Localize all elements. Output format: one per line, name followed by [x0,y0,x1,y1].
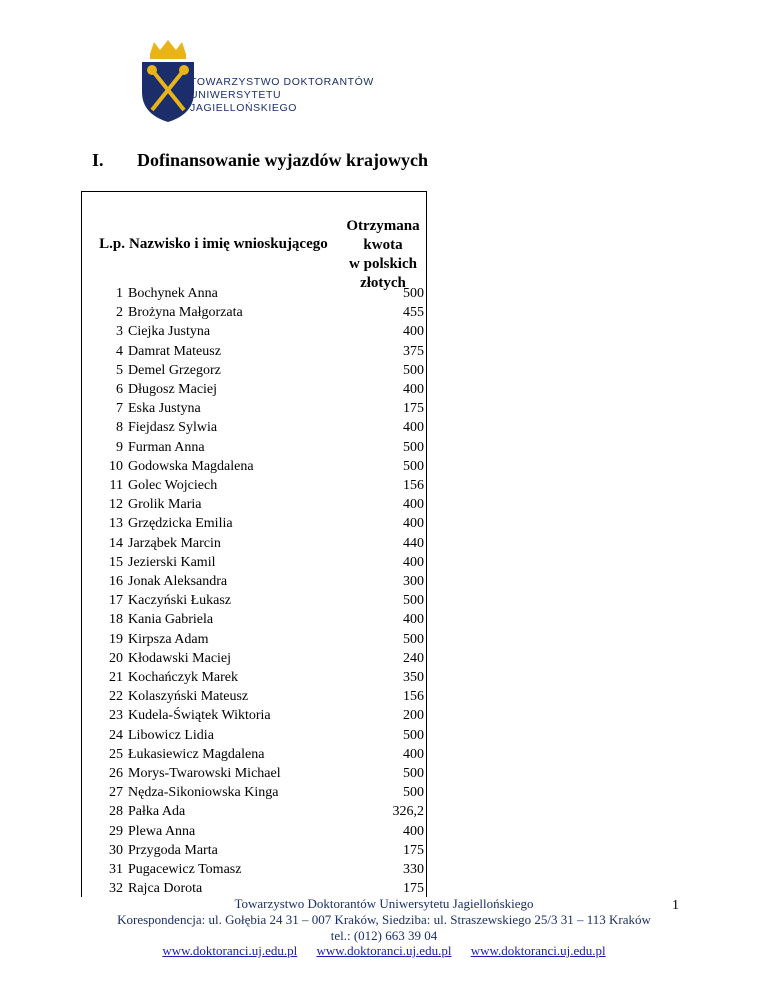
row-lp: 9 [116,439,123,455]
row-amount: 400 [403,612,424,628]
row-lp: 16 [109,574,123,589]
section-title: Dofinansowanie wyjazdów krajowych [137,150,429,170]
row-lp: 5 [116,362,123,378]
row-name: Jezierski Kamil [128,554,216,570]
row-lp: 31 [109,862,123,877]
row-amount: 500 [403,286,424,301]
row-name: Damrat Mateusz [128,343,221,359]
row-lp: 4 [116,343,123,359]
crest-icon [138,40,198,124]
row-lp: 6 [116,382,123,397]
table-row [81,706,427,725]
row-amount: 400 [403,746,424,762]
row-amount: 175 [403,881,424,897]
row-lp: 25 [109,746,123,762]
header-amount-line-1: Otrzymana [346,218,420,234]
table-row [81,322,427,341]
row-amount: 350 [403,670,424,685]
row-lp: 17 [109,593,123,609]
row-lp: 8 [116,420,123,436]
logo-line-2: UNIWERSYTETU JAGIELLOŃSKIEGO [190,89,298,114]
row-name: Morys-Twarowski Michael [128,766,281,781]
table-row [81,534,427,553]
row-name: Kochańczyk Marek [128,670,239,685]
row-name: Kłodawski Maciej [128,650,232,666]
table-row [81,438,427,457]
row-name: Demel Grzegorz [128,362,221,378]
table-row [81,860,427,879]
footer-link-2[interactable]: www.doktoranci.uj.edu.pl [316,943,452,958]
header-lp: L.p. [99,236,125,252]
row-name: Bochynek Anna [128,286,218,301]
table-row [81,572,427,591]
row-name: Jonak Aleksandra [128,574,228,589]
table-row [81,495,427,514]
footer-link-1[interactable]: www.doktoranci.uj.edu.pl [162,943,298,958]
row-name: Kudela-Świątek Wiktoria [128,708,271,724]
footer-links [0,943,768,959]
row-amount: 175 [403,842,424,858]
table-row [81,745,427,764]
row-lp: 3 [116,324,123,340]
row-amount: 500 [403,766,424,781]
table-row [81,303,427,322]
row-name: Nędza-Sikoniowska Kinga [128,785,279,801]
row-name: Kaczyński Łukasz [128,593,232,609]
table-row [81,841,427,860]
footer-org-name: Towarzystwo Doktorantów Uniwersytetu Jagiellońskiego [234,896,534,911]
row-lp: 27 [109,785,123,801]
table-row [81,668,427,687]
row-lp: 11 [109,478,123,493]
row-name: Kirpsza Adam [128,631,209,647]
footer-phone: tel.: (012) 663 39 04 [330,928,438,943]
row-lp: 18 [109,612,123,628]
row-name: Łukasiewicz Magdalena [128,746,265,762]
table-row [81,514,427,533]
table-row [81,418,427,437]
row-name: Jarząbek Marcin [128,535,221,551]
row-name: Libowicz Lidia [128,727,214,743]
footer-link-3[interactable]: www.doktoranci.uj.edu.pl [470,943,606,958]
row-name: Rajca Dorota [128,881,203,897]
table-row [81,802,427,821]
row-lp: 2 [116,305,123,321]
row-lp: 13 [109,516,123,532]
table-row [81,764,427,783]
table-row [81,649,427,668]
table-row [81,726,427,745]
table-row [81,553,427,572]
row-amount: 400 [403,554,424,570]
row-amount: 455 [403,305,424,321]
table-row [81,399,427,418]
row-amount: 375 [403,343,424,359]
row-lp: 10 [109,458,123,474]
row-name: Ciejka Justyna [128,324,211,340]
row-lp: 20 [109,650,123,666]
table-row [81,610,427,629]
row-lp: 29 [109,823,123,839]
table-row [81,284,427,303]
row-lp: 24 [109,727,123,743]
tduj-logo [138,40,388,124]
row-amount: 400 [403,497,424,513]
row-amount: 156 [403,689,424,705]
row-name: Grolik Maria [128,497,202,513]
row-amount: 400 [403,382,424,397]
row-amount: 400 [403,516,424,532]
row-amount: 156 [403,478,424,493]
table-row [81,591,427,610]
row-amount: 400 [403,324,424,340]
table-row [81,457,427,476]
row-lp: 19 [109,631,123,647]
funding-table [81,191,427,897]
row-amount: 500 [403,458,424,474]
table-row [81,687,427,706]
row-name: Fiejdasz Sylwia [128,420,218,436]
table-row [81,783,427,802]
header-name: Nazwisko i imię wnioskującego [129,236,328,252]
table-row [81,380,427,399]
row-lp: 32 [109,881,123,897]
row-name: Grzędzicka Emilia [128,516,233,532]
header-amount-line-2: kwota [363,237,403,253]
row-amount: 175 [403,401,424,417]
row-lp: 28 [109,804,123,820]
row-lp: 1 [116,286,123,301]
row-name: Pałka Ada [128,804,186,820]
row-lp: 7 [116,401,123,417]
section-number: I. [92,150,104,170]
row-amount: 500 [403,362,424,378]
row-amount: 400 [403,823,424,839]
row-name: Plewa Anna [128,823,196,839]
row-amount: 330 [403,862,424,877]
row-lp: 15 [109,554,123,570]
header-amount-line-4: złotych [360,275,406,291]
table-row [81,361,427,380]
row-lp: 23 [109,708,123,724]
row-name: Kania Gabriela [128,612,214,628]
table-row [81,630,427,649]
table-row [81,342,427,361]
row-amount: 400 [403,420,424,436]
table-row [81,476,427,495]
header-amount-line-3: w polskich [349,256,417,272]
row-amount: 300 [403,574,424,589]
table-border-top [81,191,427,192]
row-name: Przygoda Marta [128,842,218,858]
row-amount: 500 [403,727,424,743]
page-number: 1 [672,898,679,913]
row-amount: 500 [403,785,424,801]
row-lp: 12 [109,497,123,513]
row-lp: 30 [109,842,123,858]
row-amount: 240 [403,650,424,666]
row-amount: 326,2 [392,804,424,820]
row-lp: 21 [109,670,123,685]
row-name: Furman Anna [128,439,205,455]
row-name: Golec Wojciech [128,478,218,493]
row-amount: 440 [403,535,424,551]
row-amount: 200 [403,708,424,724]
row-lp: 14 [109,535,123,551]
row-lp: 26 [109,766,123,781]
footer-address: Korespondencja: ul. Gołębia 24 31 – 007 Kraków, Siedziba: ul. Straszewskiego 25/3 31 – 113 Kraków [117,912,651,927]
table-row [81,822,427,841]
row-name: Godowska Magdalena [128,458,254,474]
logo-line-1: TOWARZYSTWO DOKTORANTÓW [190,76,374,88]
row-name: Brożyna Małgorzata [128,305,243,321]
row-amount: 500 [403,439,424,455]
row-name: Kolaszyński Mateusz [128,689,249,705]
row-name: Eska Justyna [128,401,201,417]
header-amount [339,217,427,293]
row-amount: 500 [403,593,424,609]
row-lp: 22 [109,689,123,705]
row-name: Długosz Maciej [128,382,218,397]
row-amount: 500 [403,631,424,647]
row-name: Pugacewicz Tomasz [128,862,242,877]
